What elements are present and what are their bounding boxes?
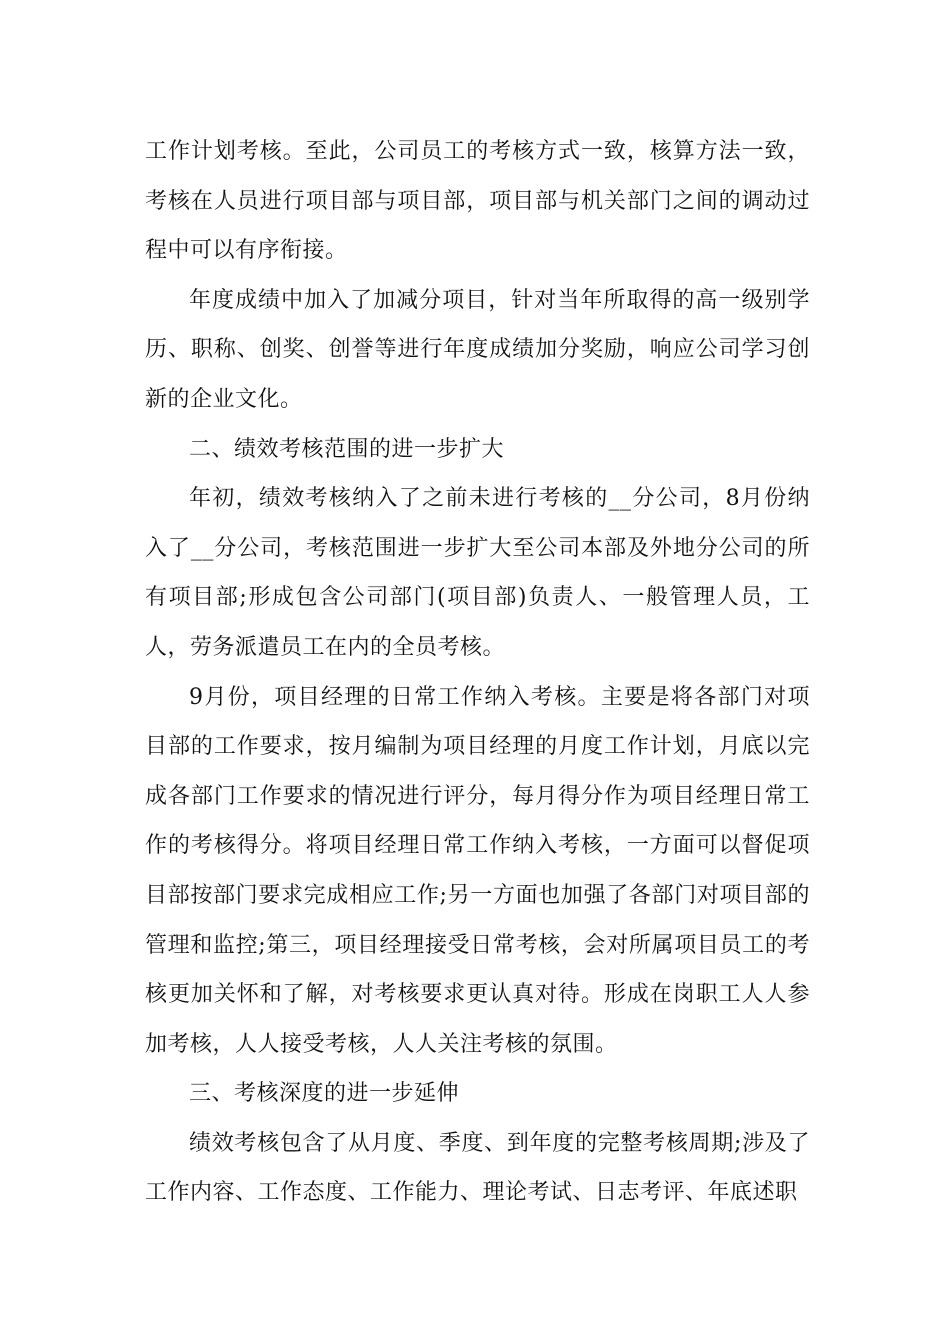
paragraph-1: 工作计划考核。至此，公司员工的考核方式一致，核算方法一致，考核在人员进行项目部与项目部，项目部与机关部门之间的调动过程中可以有序衔接。 [145, 139, 810, 264]
paragraph-5: 绩效考核包含了从月度、季度、到年度的完整考核周期;涉及了工作内容、工作态度、工作能力、理论考试、日志考评、年底述职 [145, 1130, 810, 1206]
document-body [145, 127, 810, 1218]
section-heading-2: 二、绩效考核范围的进一步扩大 [189, 436, 505, 462]
section-heading-3: 三、考核深度的进一步延伸 [189, 1081, 460, 1107]
paragraph-2: 年度成绩中加入了加减分项目，针对当年所取得的高一级别学历、职称、创奖、创誉等进行年度成绩加分奖励，响应公司学习创新的企业文化。 [145, 287, 810, 412]
paragraph-4: 9月份，项目经理的日常工作纳入考核。主要是将各部门对项目部的工作要求，按月编制为项目经理的月度工作计划，月底以完成各部门工作要求的情况进行评分，每月得分作为项目经理日常工作的考核得分。将项目经理日常工作纳入考核，一方面可以督促项目部按部门要求完成相应工作;另一方面也加强了各部门对项目部的管理和监控;第三，项目经理接受日常考核，会对所属项目员工的考核更加关怀和了解，对考核要求更认真对待。形成在岗职工人人参加考核，人人接受考核，人人关注考核的氛围。 [145, 684, 810, 1057]
paragraph-3: 年初，绩效考核纳入了之前未进行考核的__分公司，8月份纳入了__分公司，考核范围进一步扩大至公司本部及外地分公司的所有项目部;形成包含公司部门(项目部)负责人、一般管理人员，工人，劳务派遣员工在内的全员考核。 [145, 486, 810, 660]
